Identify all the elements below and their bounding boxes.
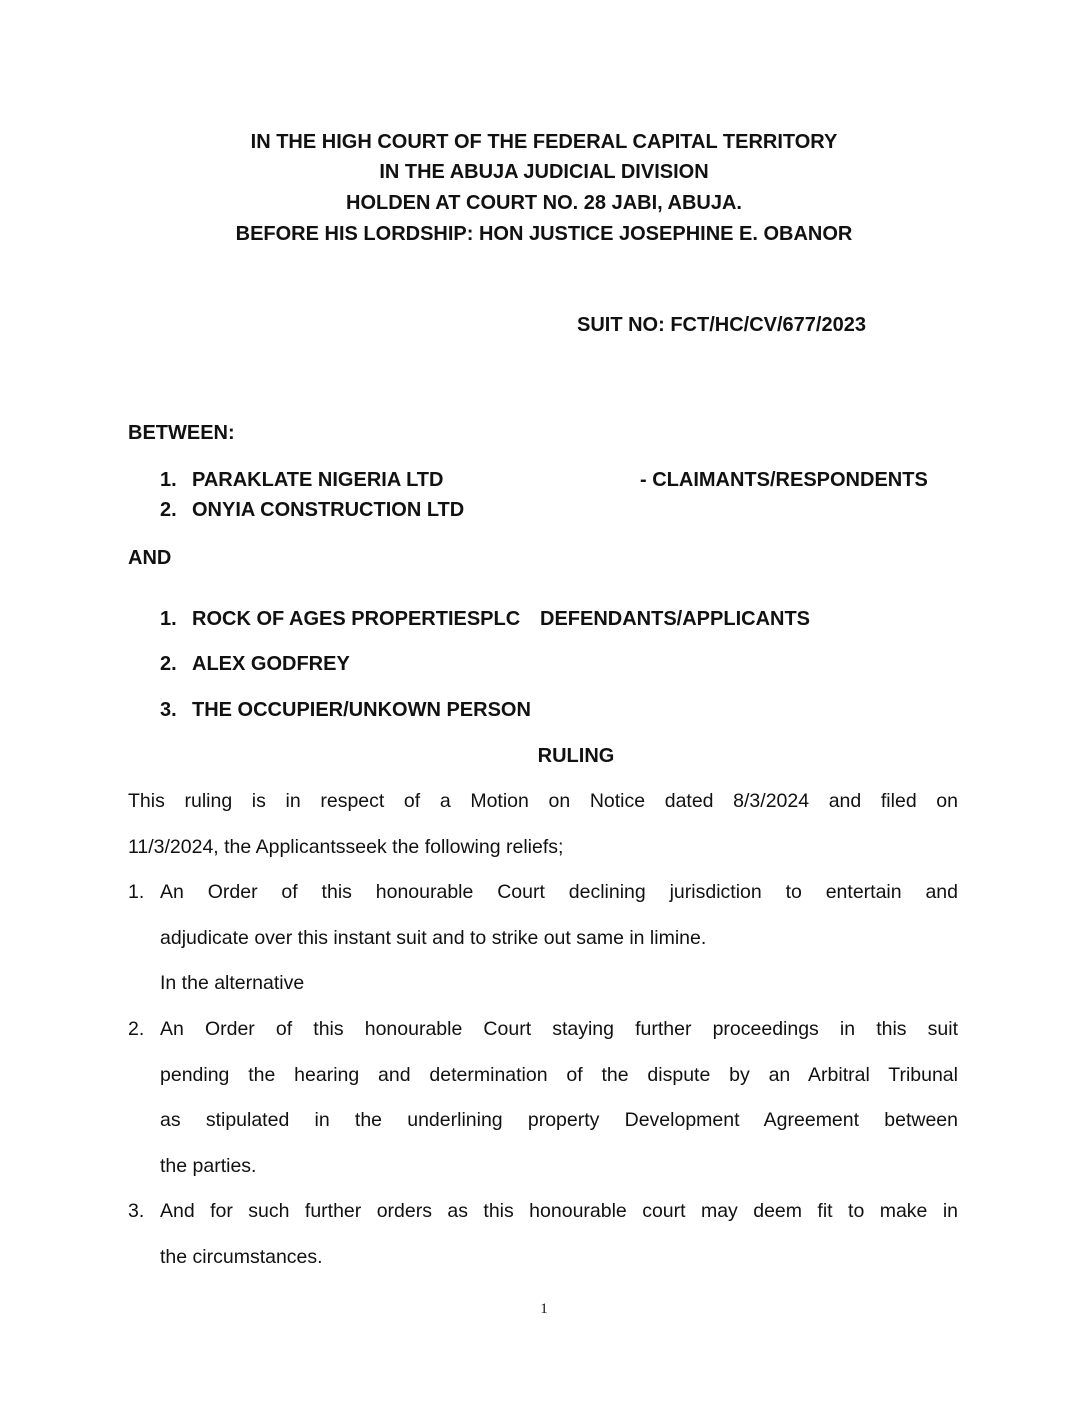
page-number: 1 [540,1301,548,1317]
defendant-number: 1. [160,608,177,630]
suit-number: SUIT NO: FCT/HC/CV/677/2023 [577,314,866,336]
defendant-name: ALEX GODFREY [192,653,350,675]
relief-line: the parties. [160,1155,257,1177]
defendants-role: DEFENDANTS/APPLICANTS [540,608,811,630]
intro-line-2: 11/3/2024, the Applicantsseek the following reliefs; [128,836,564,858]
relief-number: 1. [128,881,145,903]
relief-number: 2. [128,1018,145,1040]
and-label: AND [128,547,172,569]
defendant-number: 2. [160,653,177,675]
relief-line: An Order of this honourable Court declining jurisdiction to entertain and [160,881,958,903]
defendant-name: THE OCCUPIER/UNKOWN PERSON [192,699,531,721]
ruling-title: RULING [537,745,615,767]
court-header-line-2: IN THE ABUJA JUDICIAL DIVISION [379,161,709,183]
court-header-line-1: IN THE HIGH COURT OF THE FEDERAL CAPITAL TERRITORY [250,131,838,153]
relief-line: the circumstances. [160,1246,323,1268]
relief-number: 3. [128,1200,145,1222]
between-label: BETWEEN: [128,422,235,444]
defendant-name: ROCK OF AGES PROPERTIESPLC [192,608,521,630]
relief-line: adjudicate over this instant suit and to strike out same in limine. [160,927,707,949]
relief-note: In the alternative [160,972,305,994]
claimant-number: 2. [160,499,177,521]
claimant-number: 1. [160,469,177,491]
claimants-role: - CLAIMANTS/RESPONDENTS [640,469,928,491]
intro-line-1: This ruling is in respect of a Motion on Notice dated 8/3/2024 and filed on [128,790,958,812]
relief-line: as stipulated in the underlining property Development Agreement between [160,1109,958,1131]
court-header-line-4: BEFORE HIS LORDSHIP: HON JUSTICE JOSEPHINE E. OBANOR [235,223,853,245]
claimant-name: ONYIA CONSTRUCTION LTD [192,499,465,521]
claimant-name: PARAKLATE NIGERIA LTD [192,469,444,491]
relief-line: An Order of this honourable Court staying further proceedings in this suit [160,1018,958,1040]
relief-line: pending the hearing and determination of the dispute by an Arbitral Tribunal [160,1064,958,1086]
defendant-number: 3. [160,699,177,721]
court-header-line-3: HOLDEN AT COURT NO. 28 JABI, ABUJA. [346,192,742,214]
relief-line: And for such further orders as this honourable court may deem fit to make in [160,1200,958,1222]
